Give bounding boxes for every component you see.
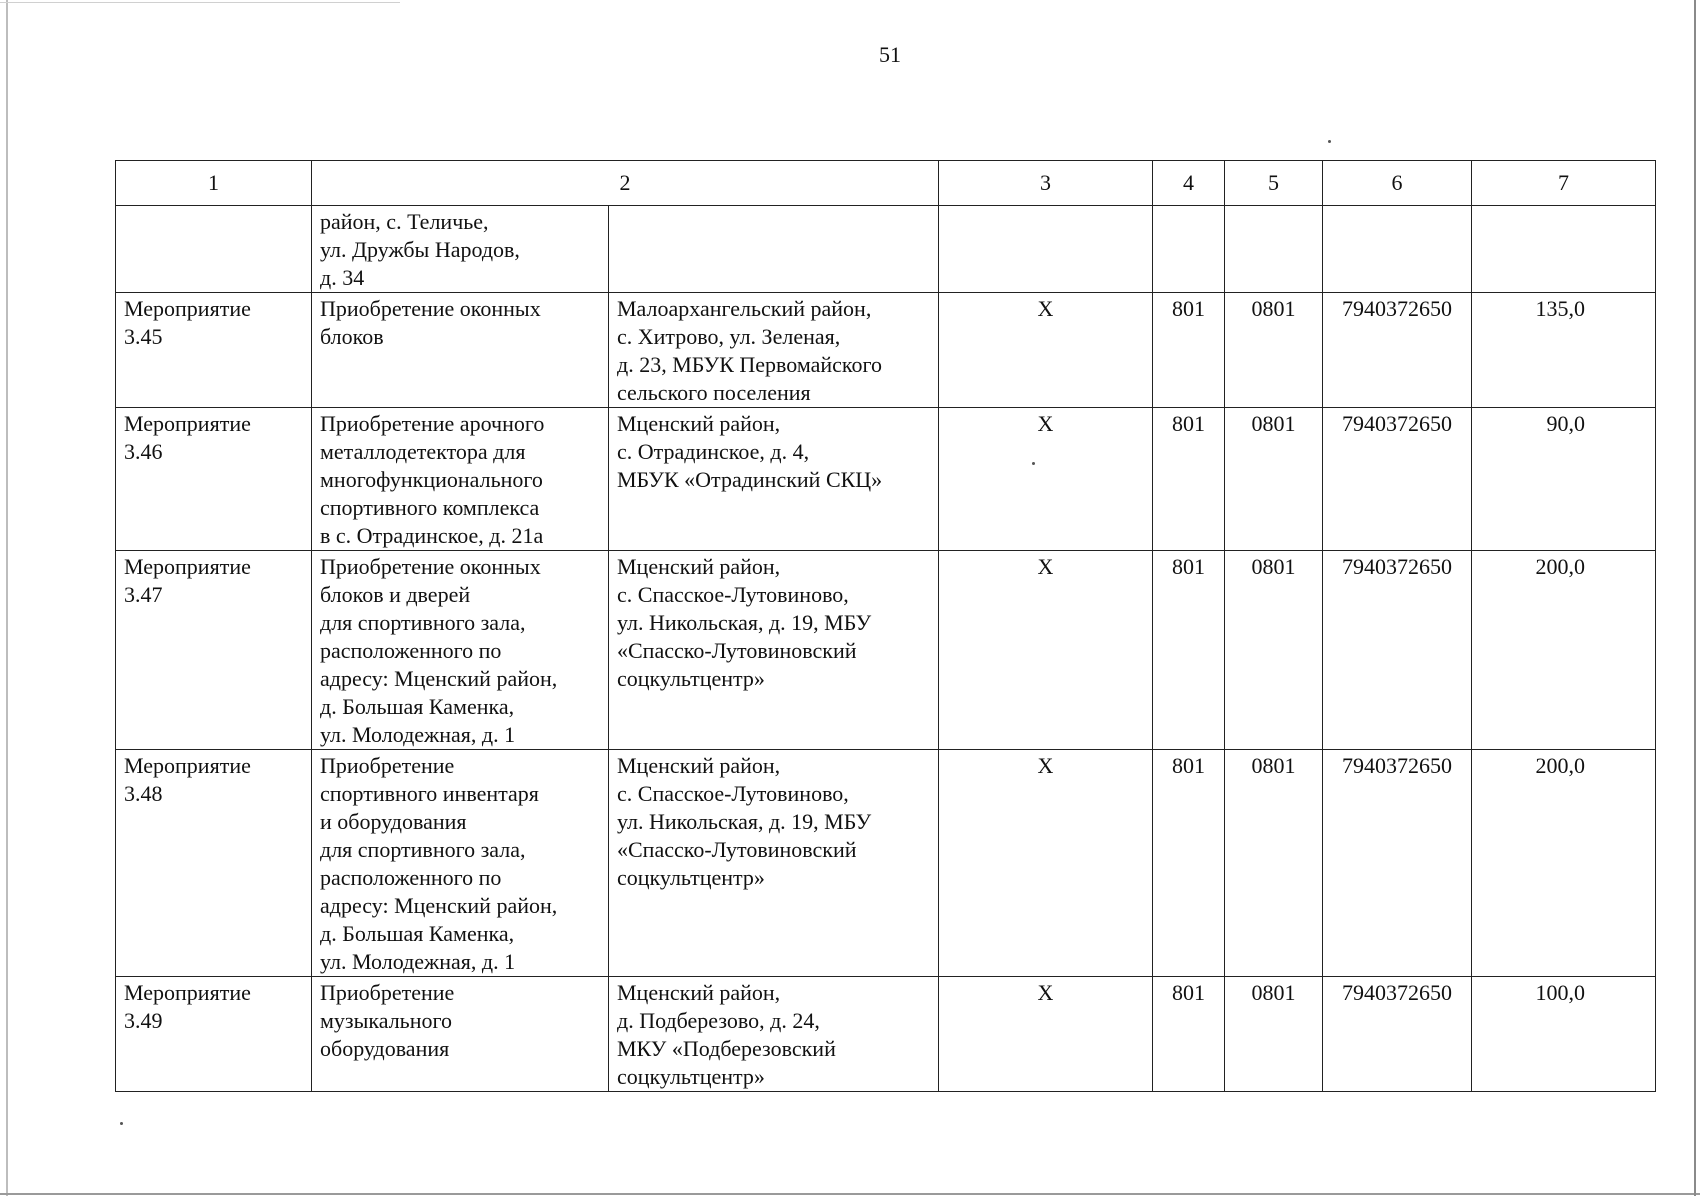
text-line: с. Хитрово, ул. Зеленая,	[617, 324, 841, 349]
table-row	[116, 977, 1656, 1092]
col4-cell: 801	[1153, 551, 1225, 750]
text-line: д. 34	[320, 265, 365, 290]
activity-id-cell	[116, 551, 312, 750]
text-line: многофункционального	[320, 467, 543, 492]
text-line: спортивного инвентаря	[320, 781, 539, 806]
col4-cell: 801	[1153, 977, 1225, 1092]
text-line: соцкультцентр»	[617, 865, 765, 890]
scan-edge-top	[0, 2, 400, 3]
text-line: 3.47	[124, 582, 163, 607]
col5-cell: 0801	[1225, 977, 1323, 1092]
col3-cell: Х	[939, 551, 1153, 750]
header-cell: 3	[939, 161, 1153, 206]
text-line: 3.49	[124, 1008, 163, 1033]
text-line: ул. Молодежная, д. 1	[320, 722, 516, 747]
text-line: МБУК «Отрадинский СКЦ»	[617, 467, 883, 492]
text-line: 3.48	[124, 781, 163, 806]
text-line: Приобретение арочного	[320, 411, 545, 436]
text-line: соцкультцентр»	[617, 666, 765, 691]
col6-cell: 7940372650	[1323, 977, 1472, 1092]
text-line: ул. Никольская, д. 19, МБУ	[617, 809, 872, 834]
col3-cell: Х	[939, 977, 1153, 1092]
address-cell	[609, 750, 939, 977]
activity-id-cell	[116, 750, 312, 977]
activity-name-cell	[312, 551, 609, 750]
text-line: МКУ «Подберезовский	[617, 1036, 836, 1061]
address-cell	[609, 977, 939, 1092]
header-cell: 6	[1323, 161, 1472, 206]
table-row	[116, 750, 1656, 977]
col5-cell: 0801	[1225, 551, 1323, 750]
table-cell	[1472, 206, 1656, 293]
header-cell: 5	[1225, 161, 1323, 206]
table-cell	[1225, 206, 1323, 293]
text-line: Мероприятие	[124, 554, 251, 579]
amount-cell: 100,0	[1472, 977, 1656, 1092]
text-line: Приобретение оконных	[320, 554, 541, 579]
text-line: «Спасско-Лутовиновский	[617, 638, 857, 663]
scan-edge-bottom	[0, 1193, 1700, 1195]
col3-cell: Х	[939, 408, 1153, 551]
text-line: в с. Отрадинское, д. 21а	[320, 523, 544, 548]
text-line: для спортивного зала,	[320, 610, 526, 635]
amount-cell: 90,0	[1472, 408, 1656, 551]
text-line: оборудования	[320, 1036, 450, 1061]
text-line: Приобретение	[320, 980, 455, 1005]
text-line: Мероприятие	[124, 411, 251, 436]
text-line: Мценский район,	[617, 554, 781, 579]
table-cell	[1323, 206, 1472, 293]
scan-speck	[1328, 140, 1331, 143]
text-line: Приобретение оконных	[320, 296, 541, 321]
col6-cell: 7940372650	[1323, 408, 1472, 551]
text-line: «Спасско-Лутовиновский	[617, 837, 857, 862]
text-line: Мценский район,	[617, 411, 781, 436]
header-cell: 4	[1153, 161, 1225, 206]
continuation-row	[116, 206, 1656, 293]
text-line: Мценский район,	[617, 980, 781, 1005]
text-line: музыкального	[320, 1008, 452, 1033]
col6-cell: 7940372650	[1323, 293, 1472, 408]
col3-cell: Х	[939, 750, 1153, 977]
address-cell	[609, 293, 939, 408]
text-line: Мероприятие	[124, 980, 251, 1005]
text-line: расположенного по	[320, 638, 502, 663]
header-cell: 1	[116, 161, 312, 206]
col6-cell: 7940372650	[1323, 750, 1472, 977]
text-line: металлодетектора для	[320, 439, 526, 464]
text-line: Мероприятие	[124, 753, 251, 778]
text-line: и оборудования	[320, 809, 467, 834]
table-row	[116, 551, 1656, 750]
table-row	[116, 408, 1656, 551]
text-line: для спортивного зала,	[320, 837, 526, 862]
table-cell	[939, 206, 1153, 293]
table-cell	[609, 206, 939, 293]
activity-name-cell	[312, 293, 609, 408]
amount-cell: 200,0	[1472, 551, 1656, 750]
text-line: сельского поселения	[617, 380, 811, 405]
col4-cell: 801	[1153, 293, 1225, 408]
col4-cell: 801	[1153, 750, 1225, 977]
text-line: Мероприятие	[124, 296, 251, 321]
col5-cell: 0801	[1225, 293, 1323, 408]
col5-cell: 0801	[1225, 408, 1323, 551]
page-number: 51	[879, 42, 901, 67]
scan-speck	[120, 1122, 123, 1125]
amount-cell: 200,0	[1472, 750, 1656, 977]
amount-cell: 135,0	[1472, 293, 1656, 408]
table-header-row	[116, 161, 1656, 206]
text-line: блоков и дверей	[320, 582, 471, 607]
col3-cell: Х	[939, 293, 1153, 408]
text-line: с. Спасское-Лутовиново,	[617, 582, 849, 607]
scan-edge-left	[6, 0, 8, 1196]
text-line: д. Подберезово, д. 24,	[617, 1008, 820, 1033]
text-line: Малоархангельский район,	[617, 296, 872, 321]
text-line: спортивного комплекса	[320, 495, 540, 520]
name-cell	[312, 206, 609, 293]
text-line: расположенного по	[320, 865, 502, 890]
text-line: ул. Никольская, д. 19, МБУ	[617, 610, 872, 635]
text-line: с. Спасское-Лутовиново,	[617, 781, 849, 806]
text-line: соцкультцентр»	[617, 1064, 765, 1089]
text-line: д. 23, МБУК Первомайского	[617, 352, 882, 377]
text-line: 3.46	[124, 439, 163, 464]
text-line: ул. Молодежная, д. 1	[320, 949, 516, 974]
text-line: д. Большая Каменка,	[320, 921, 515, 946]
address-cell	[609, 551, 939, 750]
activity-name-cell	[312, 977, 609, 1092]
text-line: 3.45	[124, 324, 163, 349]
table-cell	[116, 206, 312, 293]
text-line: ул. Дружбы Народов,	[320, 237, 520, 262]
text-line: д. Большая Каменка,	[320, 694, 515, 719]
text-line: с. Отрадинское, д. 4,	[617, 439, 810, 464]
activity-id-cell	[116, 293, 312, 408]
table-cell	[1153, 206, 1225, 293]
activities-table	[115, 160, 1656, 1092]
activity-name-cell	[312, 408, 609, 551]
text-line: район, с. Теличье,	[320, 209, 489, 234]
text-line: адресу: Мценский район,	[320, 893, 558, 918]
address-cell	[609, 408, 939, 551]
scan-edge-right	[1694, 0, 1696, 1196]
col6-cell: 7940372650	[1323, 551, 1472, 750]
text-line: Мценский район,	[617, 753, 781, 778]
header-cell: 7	[1472, 161, 1656, 206]
table-row	[116, 293, 1656, 408]
activity-id-cell	[116, 408, 312, 551]
text-line: блоков	[320, 324, 384, 349]
col5-cell: 0801	[1225, 750, 1323, 977]
header-cell: 2	[312, 161, 939, 206]
activity-name-cell	[312, 750, 609, 977]
text-line: Приобретение	[320, 753, 455, 778]
text-line: адресу: Мценский район,	[320, 666, 558, 691]
col4-cell: 801	[1153, 408, 1225, 551]
activity-id-cell	[116, 977, 312, 1092]
